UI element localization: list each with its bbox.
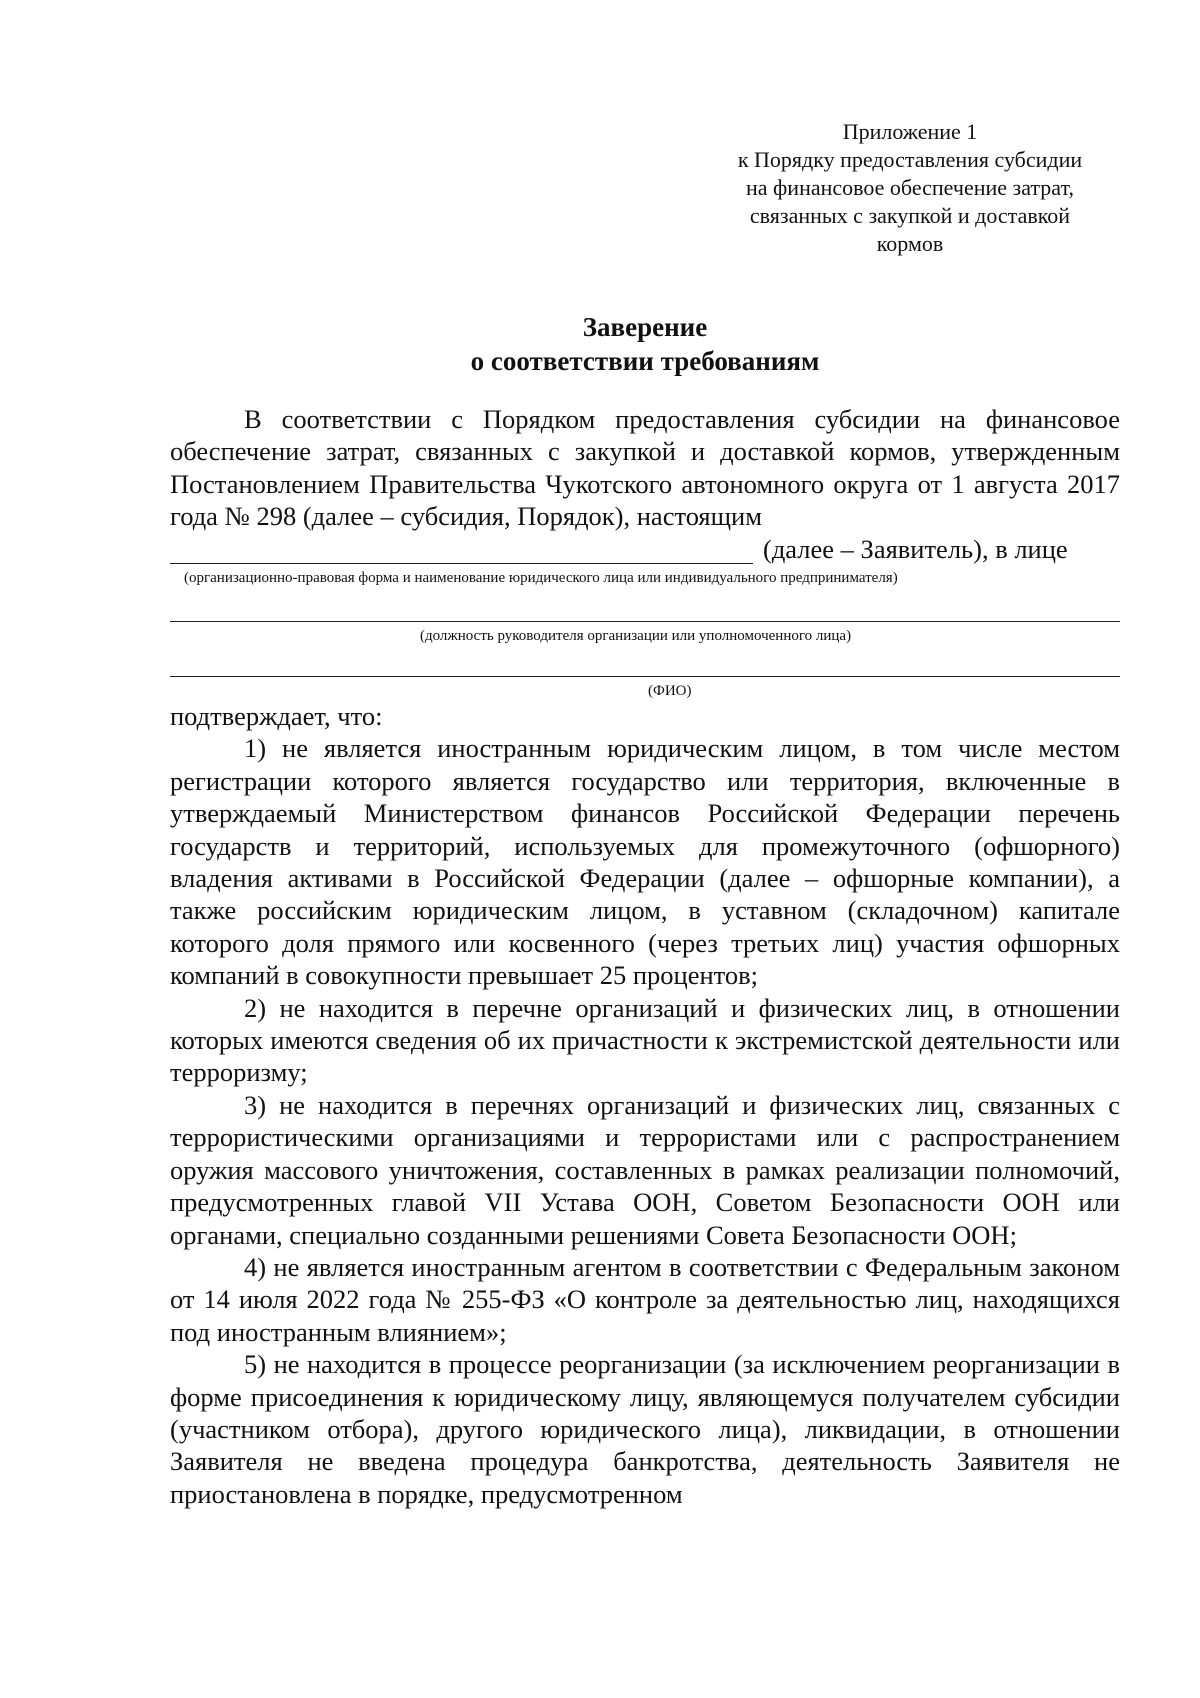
fio-caption: (ФИО) [648, 683, 692, 699]
list-item: 5) не находится в процессе реорганизации (за исключением реорганизации в форме присоединения к юридическому лицу, являющемуся получателем субсидии (участником отбора), другого юридического лица), ликвидации, в отношении Заявителя не введена процедура банкротства, деятельность Заявителя не приостановлена в порядке, предусмотренном [170, 1349, 1120, 1509]
appendix-line: связанных с закупкой и доставкой [749, 203, 1071, 228]
document-subtitle: о соответствии требованиям [470, 346, 820, 376]
confirmation-section [170, 700, 1120, 1510]
list-item: 2) не находится в перечне организаций и физических лиц, в отношении которых имеются сведения об их причастности к экстремистской деятельности или терроризму; [170, 992, 1120, 1088]
appendix-line: Приложение 1 [842, 119, 978, 144]
applicant-line [170, 533, 1120, 565]
document-title: Заверение [582, 312, 708, 342]
position-blank-line[interactable] [170, 621, 1120, 622]
appendix-header [700, 118, 1120, 258]
applicant-name-blank[interactable] [170, 533, 753, 564]
appendix-line: кормов [876, 231, 944, 256]
list-item: 1) не является иностранным юридическим лицом, в том числе местом регистрации которого является государство или территория, включенные в утверждаемый Министерством финансов Российской Федерации перечень государств и территорий, используемых для промежуточного (офшорного) владения активами в Российской Федерации (далее – офшорные компании), а также российским юридическим лицом, в уставном (складочном) капитале которого доля прямого или косвенного (через третьих лиц) участия офшорных компаний в совокупности превышает 25 процентов; [170, 733, 1120, 991]
position-caption: (должность руководителя организации или уполномоченного лица) [420, 628, 852, 644]
org-caption: (организационно-правовая форма и наименование юридического лица или индивидуального предпринимателя) [184, 570, 898, 586]
fio-blank-line[interactable] [170, 676, 1120, 677]
list-item: 4) не является иностранным агентом в соответствии с Федеральным законом от 14 июля 2022 года № 255-ФЗ «О контроле за деятельностью лиц, находящихся под иностранным влиянием»; [170, 1251, 1120, 1347]
appendix-line: на финансовое обеспечение затрат, [746, 175, 1074, 200]
confirms-line: подтверждает, что: [170, 701, 383, 731]
list-item: 3) не находится в перечнях организаций и физических лиц, связанных с террористическими организациями и террористами или с распространением оружия массового уничтожения, составленных в рамках реализации полномочий, предусмотренных главой VII Устава ООН, Советом Безопасности ООН или органами, специально созданными решениями Совета Безопасности ООН; [170, 1089, 1120, 1250]
applicant-line-tail: (далее – Заявитель), в лице [763, 534, 1068, 564]
appendix-line: к Порядку предоставления субсидии [737, 147, 1083, 172]
intro-paragraph: В соответствии с Порядком предоставления субсидии на финансовое обеспечение затрат, связанных с закупкой и доставкой кормов, утвержденным Постановлением Правительства Чукотского автономного округа от 1 августа 2017 года № 298 (далее – субсидия, Порядок), настоящим [170, 404, 1120, 532]
